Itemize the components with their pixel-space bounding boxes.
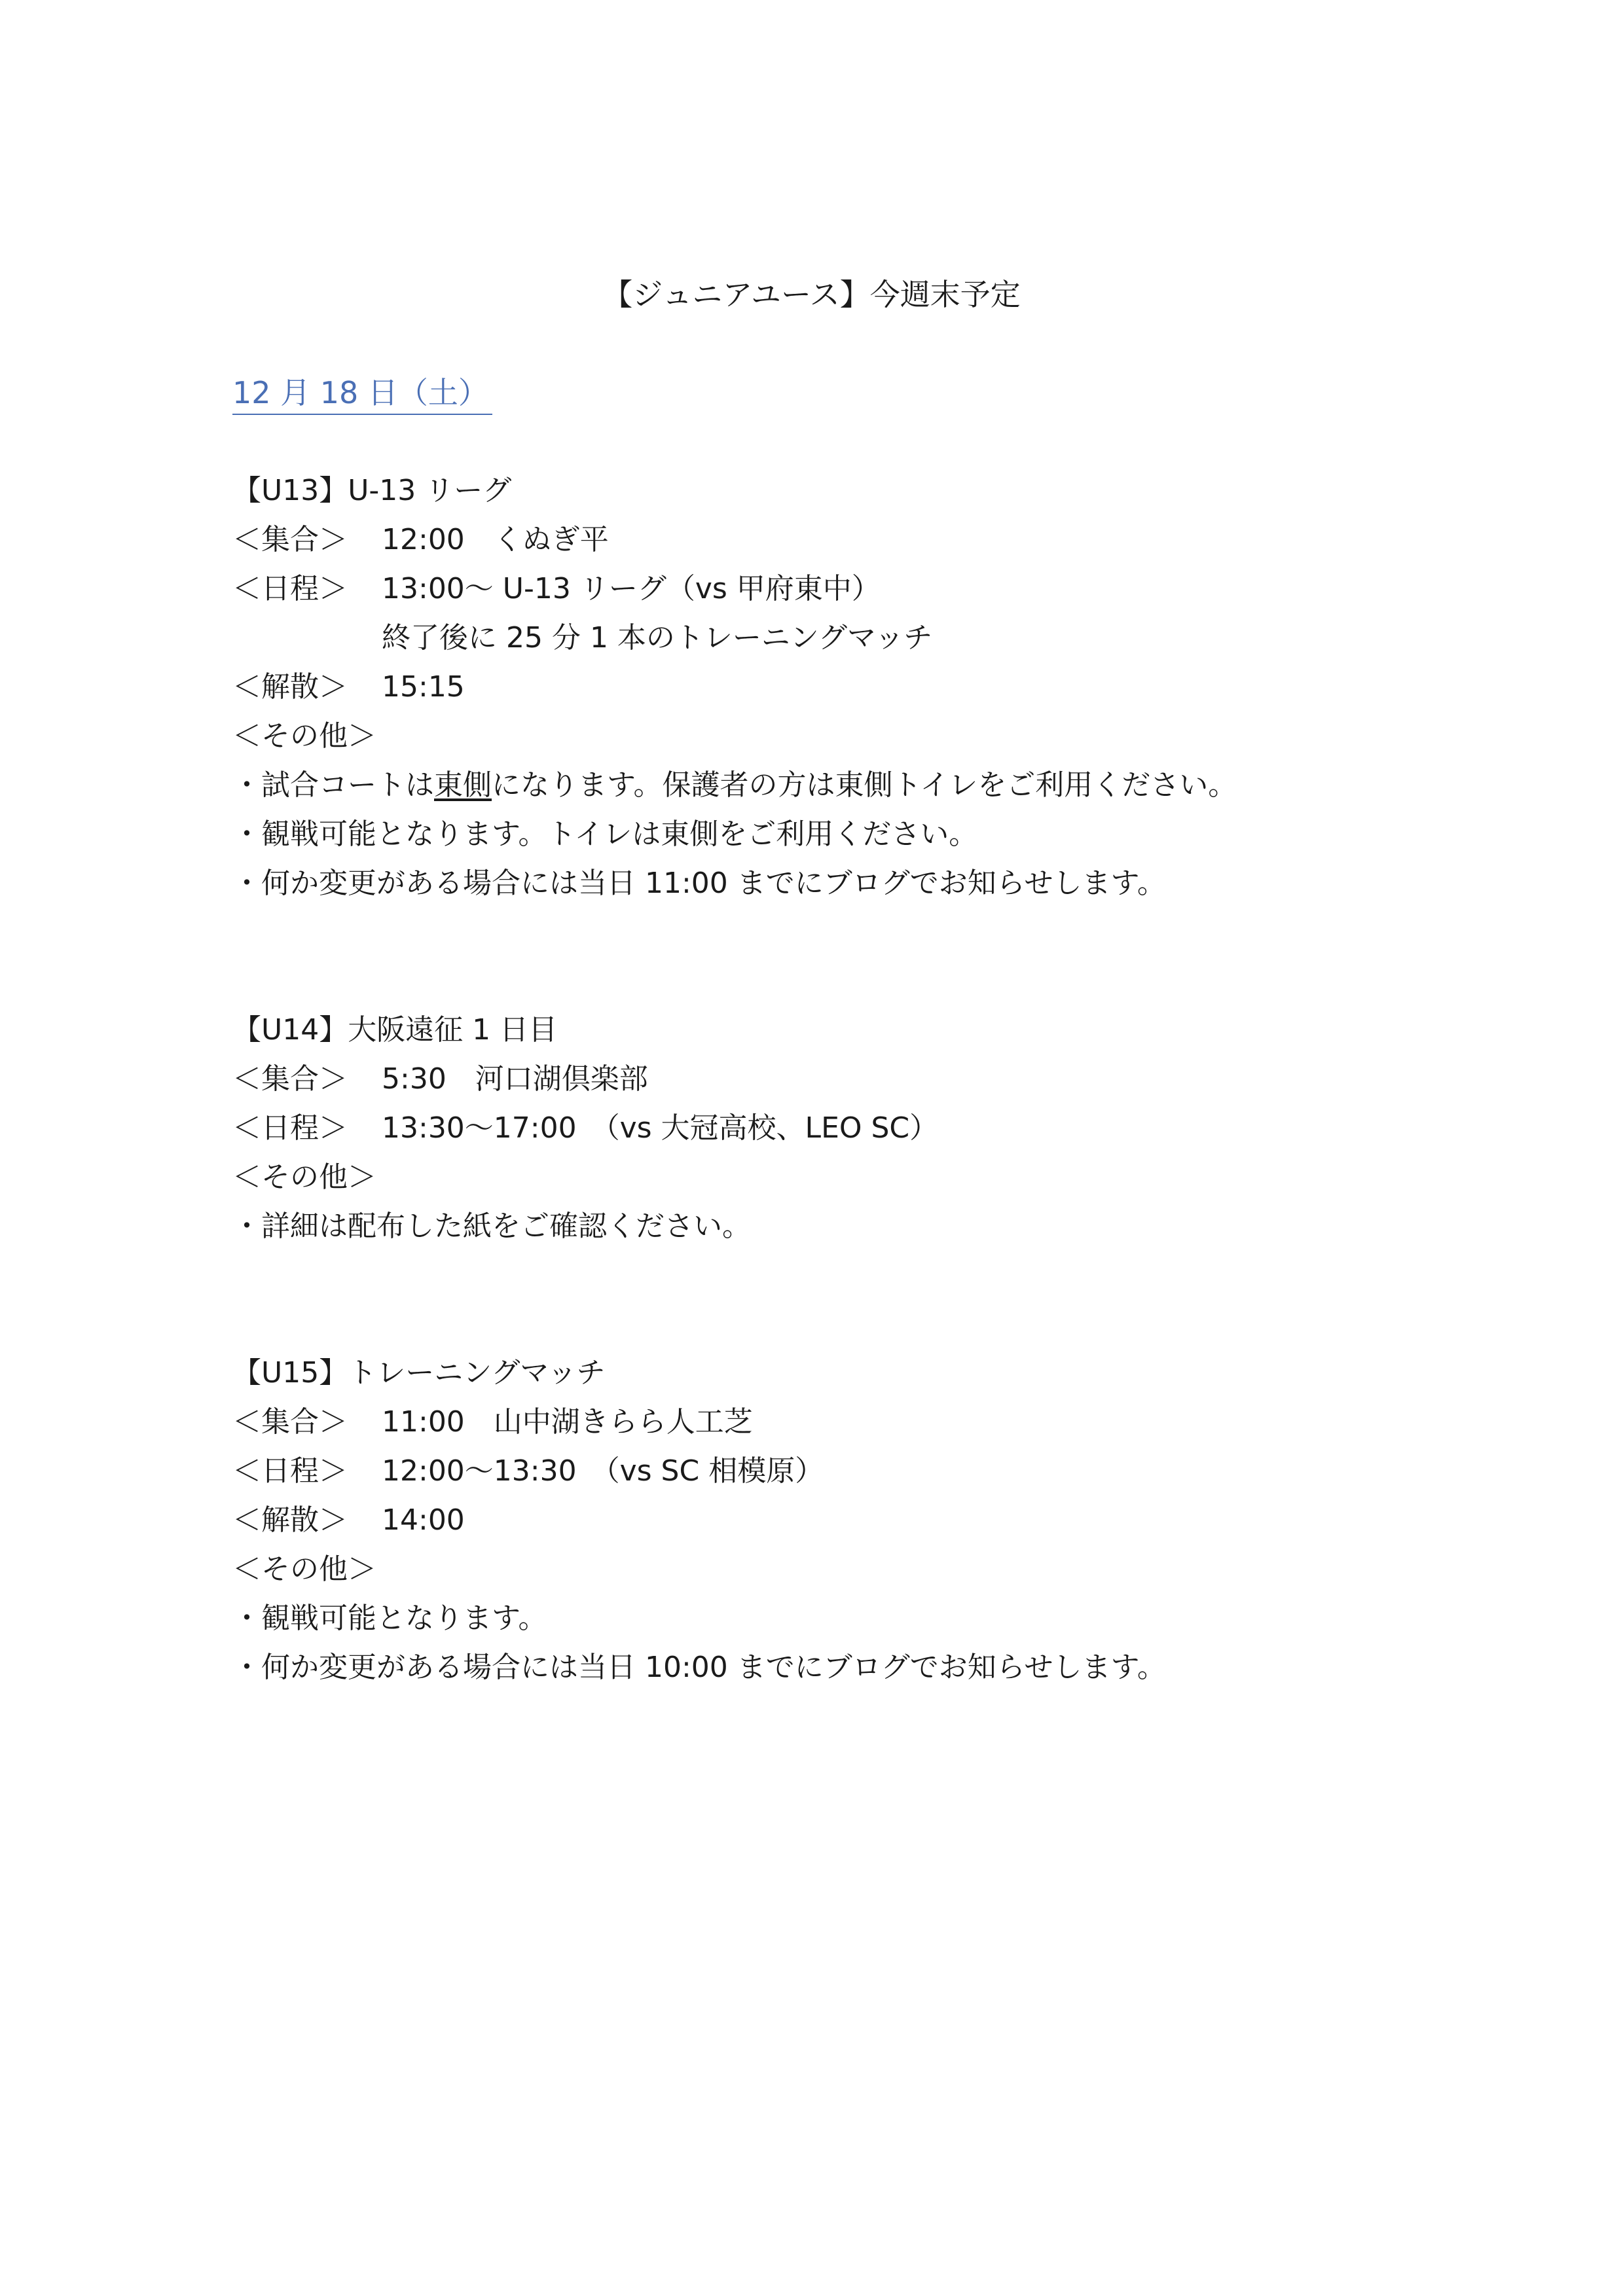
u13-assembly-value: 12:00 くぬぎ平 xyxy=(382,523,609,556)
u14-assembly-value: 5:30 河口湖倶楽部 xyxy=(382,1062,648,1096)
u13-note-2: ・観戦可能となります。トイレは東側をご利用ください。 xyxy=(232,817,978,851)
u13-note-1-underlined: 東側 xyxy=(434,768,492,802)
u15-dismiss-value: 14:00 xyxy=(382,1503,465,1537)
u15-schedule-row xyxy=(232,1446,1166,1496)
date-heading: 12 月 18 日（土） xyxy=(232,372,492,415)
u13-assembly-row xyxy=(232,515,1237,564)
u15-other-label: ＜その他＞ xyxy=(232,1552,376,1586)
u13-note-3: ・何か変更がある場合には当日 11:00 までにブログでお知らせします。 xyxy=(232,867,1166,900)
u14-schedule-row xyxy=(232,1103,938,1153)
u14-schedule-value: 13:30～17:00 （vs 大冠高校、LEO SC） xyxy=(382,1111,939,1145)
u13-dismiss-label: ＜解散＞ xyxy=(232,670,348,704)
u13-schedule-value-2: 終了後に 25 分 1 本のトレーニングマッチ xyxy=(382,621,933,655)
u13-note-1-post: になります。保護者の方は東側トイレをご利用ください。 xyxy=(492,768,1237,802)
u14-section xyxy=(232,1005,938,1251)
u13-dismiss-row xyxy=(232,662,1237,711)
u13-schedule-value: 13:00～ U-13 リーグ（vs 甲府東中） xyxy=(382,572,881,605)
u14-schedule-label: ＜日程＞ xyxy=(232,1111,348,1145)
u14-note-1: ・詳細は配布した紙をご確認ください。 xyxy=(232,1210,751,1243)
u13-other-label: ＜その他＞ xyxy=(232,719,376,753)
u15-schedule-label: ＜日程＞ xyxy=(232,1454,348,1488)
u15-assembly-row xyxy=(232,1397,1166,1446)
u13-section xyxy=(232,466,1237,908)
u15-note-2: ・何か変更がある場合には当日 10:00 までにブログでお知らせします。 xyxy=(232,1651,1166,1684)
u14-other-label: ＜その他＞ xyxy=(232,1160,376,1194)
u15-assembly-value: 11:00 山中湖きらら人工芝 xyxy=(382,1405,753,1439)
u13-schedule-label: ＜日程＞ xyxy=(232,572,348,605)
u13-heading: 【U13】U-13 リーグ xyxy=(232,474,512,507)
u14-assembly-label: ＜集合＞ xyxy=(232,1062,348,1096)
u15-schedule-value: 12:00～13:30 （vs SC 相模原） xyxy=(382,1454,824,1488)
u15-dismiss-row xyxy=(232,1496,1166,1545)
u14-assembly-row xyxy=(232,1054,938,1103)
u13-dismiss-value: 15:15 xyxy=(382,670,465,704)
page-title: 【ジュニアユース】今週末予定 xyxy=(602,277,1021,312)
u15-heading: 【U15】トレーニングマッチ xyxy=(232,1356,606,1390)
u13-note-1 xyxy=(232,761,1237,810)
u15-dismiss-label: ＜解散＞ xyxy=(232,1503,348,1537)
u13-note-1-pre: ・試合コートは xyxy=(232,768,434,802)
u15-note-1: ・観戦可能となります。 xyxy=(232,1602,547,1635)
u15-assembly-label: ＜集合＞ xyxy=(232,1405,348,1439)
u13-schedule-row xyxy=(232,564,1237,613)
u13-assembly-label: ＜集合＞ xyxy=(232,523,348,556)
u15-section xyxy=(232,1348,1166,1692)
u14-heading: 【U14】大阪遠征 1 日目 xyxy=(232,1013,558,1047)
